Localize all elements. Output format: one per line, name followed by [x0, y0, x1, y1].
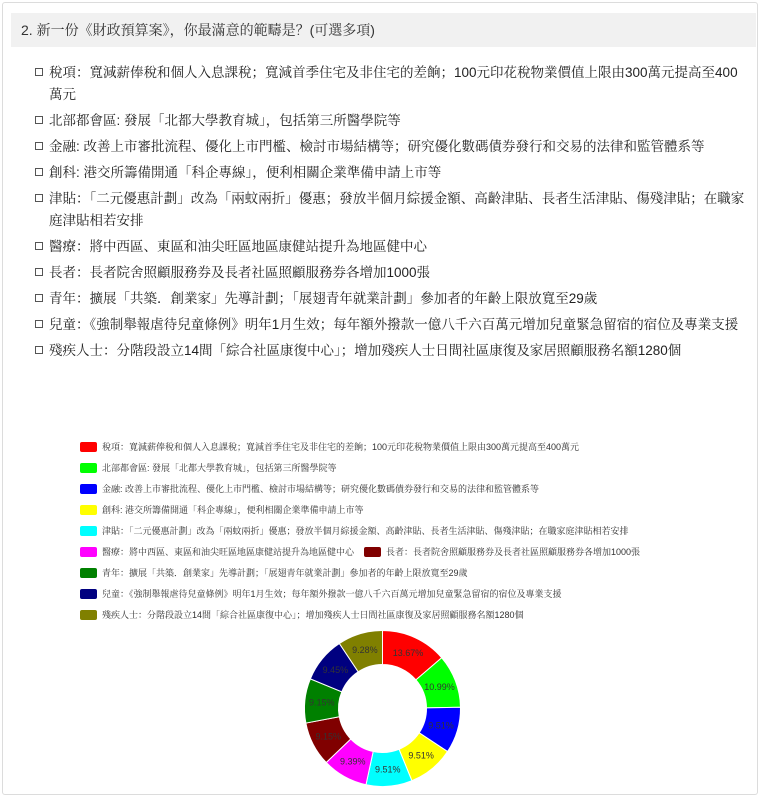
legend-label: 稅項：寬減薪俸稅和個人入息課稅；寬減首季住宅及非住宅的差餉；100元印花稅物業價值上限由300萬元提高至400萬元 [102, 442, 580, 452]
option-checkbox[interactable] [35, 320, 43, 328]
legend-item[interactable] [80, 440, 579, 453]
legend-swatch [80, 610, 97, 620]
option-label: 稅項：寬減薪俸稅和個人入息課稅；寬減首季住宅及非住宅的差餉；100元印花稅物業價值上限由300萬元提高至400萬元 [49, 65, 738, 102]
legend-item[interactable] [80, 524, 629, 537]
slice-value-label: 9.51% [374, 764, 401, 775]
legend-label: 長者：長者院舍照顧服務券及長者社區照顧服務券各增加1000張 [386, 547, 641, 557]
donut-chart [300, 626, 465, 791]
legend-swatch [80, 589, 97, 599]
legend-label: 津貼：「二元優惠計劃」改為「兩蚊兩折」優惠；發放半個月綜援金額、高齡津貼、長者生活津貼、傷殘津貼；在職家庭津貼相若安排 [102, 526, 629, 536]
legend-swatch [80, 484, 97, 494]
option-checkbox[interactable] [35, 294, 43, 302]
legend-label: 殘疾人士：分階段設立14間「綜合社區康復中心」；增加殘疾人士日間社區康復及家居照顧服務名額1280個 [102, 610, 524, 620]
option-label: 北部都會區: 發展「北都大學教育城」，包括第三所醫學院等 [49, 113, 401, 128]
legend-swatch [80, 463, 97, 473]
legend-label: 金融: 改善上市審批流程、優化上市門檻、檢討市場結構等；研究優化數碼債券發行和交易的法律和監管體系等 [102, 484, 540, 494]
option-checkbox[interactable] [35, 194, 43, 202]
legend-row [80, 499, 720, 520]
legend-row [80, 541, 720, 562]
option-label: 金融: 改善上市審批流程、優化上市門檻、檢討市場結構等；研究優化數碼債券發行和交易的法律和監管體系等 [49, 139, 705, 154]
option-item[interactable] [34, 340, 746, 362]
option-label: 醫療：將中西區、東區和油尖旺區地區康健站提升為地區健中心 [49, 239, 427, 254]
option-label: 兒童：《強制舉報虐待兒童條例》明年1月生效；每年額外撥款一億八千六百萬元增加兒童緊急留宿的宿位及專業支援 [49, 317, 739, 332]
option-checkbox[interactable] [35, 168, 43, 176]
slice-value-label: 10.99% [424, 681, 455, 692]
option-item[interactable] [34, 136, 746, 158]
legend-swatch [80, 568, 97, 578]
legend-row [80, 457, 720, 478]
legend-item[interactable] [80, 545, 354, 558]
slice-value-label: 9.51% [428, 720, 454, 731]
legend-item[interactable] [80, 461, 337, 474]
option-label: 創科: 港交所籌備開通「科企專線」，便利相關企業準備申請上市等 [49, 165, 442, 180]
legend-row [80, 583, 720, 604]
question-title: 2. 新一份《財政預算案》，你最滿意的範疇是？(可選多項) [11, 13, 756, 47]
legend-label: 北部都會區: 發展「北都大學教育城」，包括第三所醫學院等 [102, 463, 337, 473]
option-label: 津貼：「二元優惠計劃」改為「兩蚊兩折」優惠；發放半個月綜援金額、高齡津貼、長者生活津貼、傷殘津貼；在職家庭津貼相若安排 [49, 191, 745, 228]
legend-item[interactable] [364, 545, 640, 558]
option-item[interactable] [34, 262, 746, 284]
option-item[interactable] [34, 162, 746, 184]
option-label: 殘疾人士：分階段設立14間「綜合社區康復中心」；增加殘疾人士日間社區康復及家居照顧服務名額1280個 [49, 343, 682, 358]
option-label: 青年：擴展「共築．創業家」先導計劃；「展翅青年就業計劃」參加者的年齡上限放寬至29歲 [49, 291, 598, 306]
slice-value-label: 9.39% [339, 756, 366, 767]
chart-legend [80, 436, 720, 625]
option-checkbox[interactable] [35, 268, 43, 276]
legend-label: 創科: 港交所籌備開通「科企專線」，便利相關企業準備申請上市等 [102, 505, 364, 515]
legend-row [80, 436, 720, 457]
legend-row [80, 478, 720, 499]
option-item[interactable] [34, 62, 746, 106]
option-item[interactable] [34, 236, 746, 258]
slice-value-label: 9.15% [309, 697, 335, 708]
legend-item[interactable] [80, 503, 364, 516]
option-item[interactable] [34, 188, 746, 232]
option-item[interactable] [34, 288, 746, 310]
option-label: 長者：長者院舍照顧服務券及長者社區照顧服務券各增加1000張 [49, 265, 431, 280]
legend-row [80, 562, 720, 583]
donut-chart-svg [300, 626, 465, 791]
legend-item[interactable] [80, 608, 524, 621]
legend-swatch [364, 547, 381, 557]
legend-swatch [80, 505, 97, 515]
option-checkbox[interactable] [35, 142, 43, 150]
option-item[interactable] [34, 110, 746, 132]
legend-item[interactable] [80, 587, 562, 600]
legend-swatch [80, 547, 97, 557]
legend-label: 青年：擴展「共築．創業家」先導計劃；「展翅青年就業計劃」參加者的年齡上限放寬至29歲 [102, 568, 468, 578]
slice-value-label: 9.51% [408, 750, 434, 761]
options-list [34, 62, 746, 366]
slice-value-label: 9.15% [315, 731, 342, 742]
slice-value-label: 9.28% [352, 645, 378, 656]
slice-value-label: 9.45% [322, 664, 349, 675]
legend-swatch [80, 526, 97, 536]
option-item[interactable] [34, 314, 746, 336]
option-checkbox[interactable] [35, 346, 43, 354]
legend-label: 醫療：將中西區、東區和油尖旺區地區康健站提升為地區健中心 [102, 547, 355, 557]
slice-value-label: 13.67% [392, 648, 424, 659]
legend-item[interactable] [80, 482, 539, 495]
legend-swatch [80, 442, 97, 452]
option-checkbox[interactable] [35, 68, 43, 76]
legend-item[interactable] [80, 566, 468, 579]
legend-row [80, 604, 720, 625]
legend-label: 兒童：《強制舉報虐待兒童條例》明年1月生效；每年額外撥款一億八千六百萬元增加兒童緊急留宿的宿位及專業支援 [102, 589, 562, 599]
option-checkbox[interactable] [35, 116, 43, 124]
legend-row [80, 520, 720, 541]
option-checkbox[interactable] [35, 242, 43, 250]
